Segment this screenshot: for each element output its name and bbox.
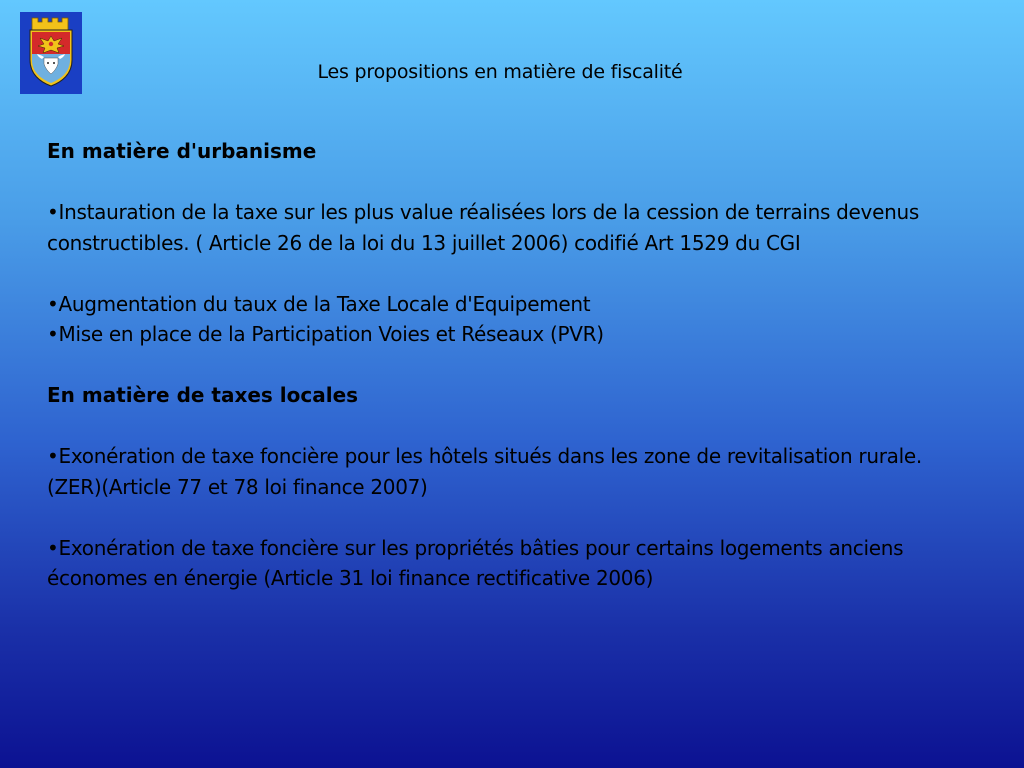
section-heading-taxes-locales: En matière de taxes locales <box>47 383 359 407</box>
slide-content <box>47 136 927 594</box>
list-item: •Augmentation du taux de la Taxe Locale d'Equipement <box>47 291 591 316</box>
section-heading-urbanisme: En matière d'urbanisme <box>47 139 317 163</box>
slide-title: Les propositions en matière de fiscalité <box>317 61 683 83</box>
list-item: •Exonération de taxe foncière pour les hôtels situés dans les zone de revitalisation rurale.(ZER)(Article 77 et 78 loi finance 2007) <box>47 444 922 499</box>
list-item: •Exonération de taxe foncière sur les propriétés bâties pour certains logements anciens économes en énergie (Article 31 loi finance rectificative 2006) <box>47 535 904 590</box>
list-item: •Mise en place de la Participation Voies et Réseaux (PVR) <box>47 322 604 346</box>
list-item: •Instauration de la taxe sur les plus value réalisées lors de la cession de terrains devenus constructibles. ( Article 26 de la loi du 13 juillet 2006) codifié Art 1529 du CGI <box>47 200 919 255</box>
